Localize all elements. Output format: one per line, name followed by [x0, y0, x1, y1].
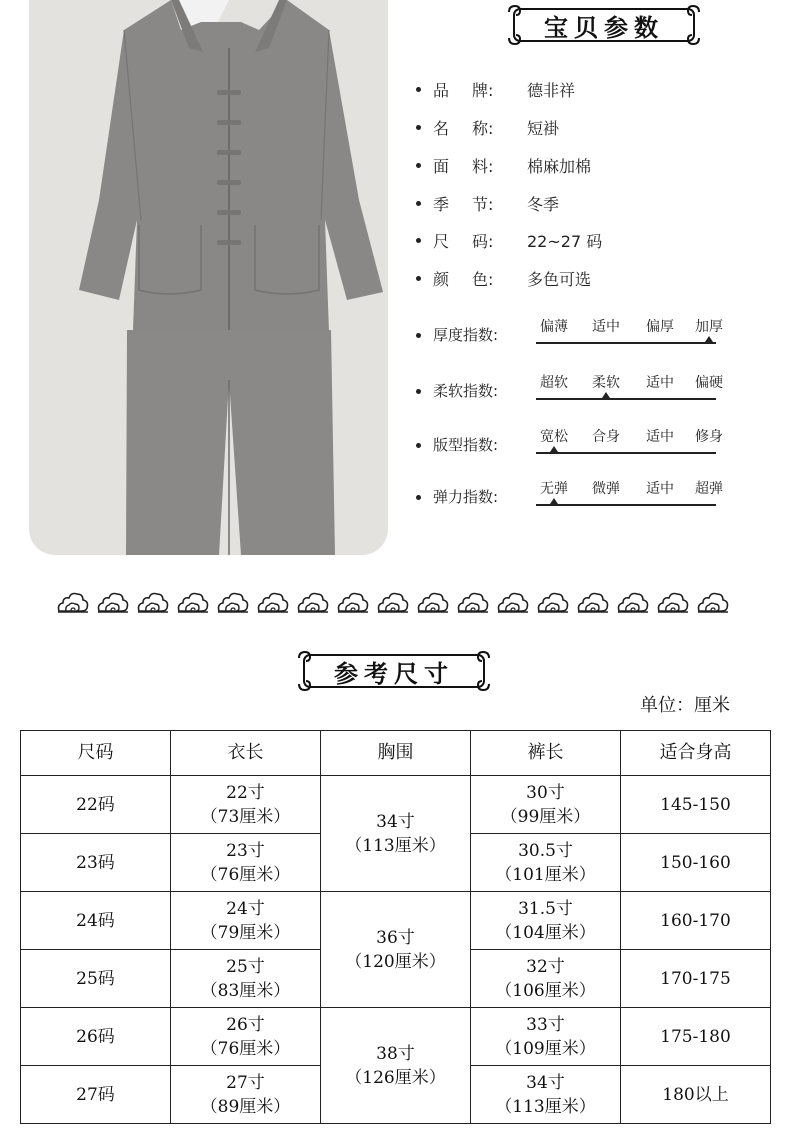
scale-marker-icon [550, 498, 558, 504]
index-label: 柔软指数: [433, 382, 499, 400]
cloud-icon [96, 589, 130, 615]
cloud-icon [376, 589, 410, 615]
unit-label: 单位：厘米 [640, 695, 730, 716]
scale-option: 微弹 [592, 481, 620, 497]
param-label: 季 节: [433, 194, 494, 214]
cloud-icon [536, 589, 570, 615]
scale-track [536, 452, 716, 454]
cloud-icon [56, 589, 90, 615]
param-label: 名 称: [433, 118, 494, 138]
param-value: 短褂 [527, 118, 560, 138]
index-label: 版型指数: [433, 436, 499, 454]
product-photo [29, 0, 388, 555]
pants-cell: 31.5寸 （104厘米） [471, 892, 621, 950]
index-thickness [416, 312, 746, 362]
param-label: 面 料: [433, 156, 494, 176]
scale-track [536, 342, 716, 344]
bullet-icon [416, 443, 421, 448]
param-label: 品 牌: [433, 80, 494, 100]
bullet-icon [416, 333, 421, 338]
index-label: 弹力指数: [433, 488, 499, 506]
size-cell: 26码 [21, 1008, 171, 1066]
length-cell: 26寸 （76厘米） [171, 1008, 321, 1066]
bullet-icon [416, 125, 421, 130]
param-value: 棉麻加棉 [527, 156, 592, 176]
length-cell: 27寸 （89厘米） [171, 1066, 321, 1124]
size-title-banner [296, 650, 492, 692]
index-scale [536, 422, 723, 472]
height-cell: 180以上 [621, 1066, 771, 1124]
table-row [21, 892, 771, 950]
cloud-icon [616, 589, 650, 615]
header-cell: 衣长 [171, 731, 321, 776]
size-cell: 25码 [21, 950, 171, 1008]
param-brand [416, 76, 575, 102]
index-label: 厚度指数: [433, 326, 499, 344]
param-season [416, 190, 559, 216]
size-table [20, 730, 771, 1124]
cloud-icon [216, 589, 250, 615]
scale-marker-icon [602, 392, 610, 398]
pants-cell: 32寸 （106厘米） [471, 950, 621, 1008]
scale-marker-icon [550, 446, 558, 452]
index-scale [536, 474, 723, 524]
size-cell: 22码 [21, 776, 171, 834]
cloud-icon [336, 589, 370, 615]
cloud-icon [176, 589, 210, 615]
table-row [21, 776, 771, 834]
index-elasticity [416, 474, 746, 524]
param-label: 尺 码: [433, 231, 494, 251]
size-title: 参考尺寸 [334, 658, 454, 688]
scale-option: 宽松 [540, 429, 568, 445]
length-cell: 25寸 （83厘米） [171, 950, 321, 1008]
pants-cell: 30.5寸 （101厘米） [471, 834, 621, 892]
scale-option: 偏薄 [540, 319, 568, 335]
length-cell: 23寸 （76厘米） [171, 834, 321, 892]
param-value: 22~27 码 [527, 231, 603, 251]
cloud-divider [56, 589, 736, 619]
scale-option: 适中 [646, 429, 674, 445]
cloud-icon [416, 589, 450, 615]
pants-cell: 33寸 （109厘米） [471, 1008, 621, 1066]
scale-option: 偏硬 [695, 375, 723, 391]
header-cell: 适合身高 [621, 731, 771, 776]
size-cell: 27码 [21, 1066, 171, 1124]
index-scale [536, 368, 723, 418]
param-color [416, 265, 591, 291]
index-fit [416, 422, 746, 472]
scale-track [536, 398, 716, 400]
param-fabric [416, 152, 591, 178]
index-softness [416, 368, 746, 418]
cloud-icon [456, 589, 490, 615]
cloud-icon [696, 589, 730, 615]
height-cell: 160-170 [621, 892, 771, 950]
bullet-icon [416, 87, 421, 92]
scale-option: 合身 [592, 429, 620, 445]
height-cell: 150-160 [621, 834, 771, 892]
bullet-icon [416, 276, 421, 281]
height-cell: 170-175 [621, 950, 771, 1008]
scale-track [536, 504, 716, 506]
chest-cell: 36寸 （120厘米） [321, 892, 471, 1008]
header-cell: 胸围 [321, 731, 471, 776]
param-label: 颜 色: [433, 269, 494, 289]
scale-option: 适中 [592, 319, 620, 335]
param-size [416, 227, 602, 253]
size-cell: 23码 [21, 834, 171, 892]
scale-marker-icon [705, 336, 713, 342]
cloud-icon [656, 589, 690, 615]
param-value: 德非祥 [527, 80, 576, 100]
height-cell: 145-150 [621, 776, 771, 834]
cloud-icon [496, 589, 530, 615]
bullet-icon [416, 389, 421, 394]
bullet-icon [416, 495, 421, 500]
header-cell: 裤长 [471, 731, 621, 776]
scale-option: 修身 [695, 429, 723, 445]
params-title: 宝贝参数 [544, 12, 664, 42]
param-name [416, 114, 559, 140]
height-cell: 175-180 [621, 1008, 771, 1066]
bullet-icon [416, 163, 421, 168]
table-header-row [21, 731, 771, 776]
table-row [21, 1008, 771, 1066]
chest-cell: 38寸 （126厘米） [321, 1008, 471, 1124]
scale-option: 无弹 [540, 481, 568, 497]
scale-option: 偏厚 [646, 319, 674, 335]
pants-cell: 34寸 （113厘米） [471, 1066, 621, 1124]
pants-cell: 30寸 （99厘米） [471, 776, 621, 834]
size-cell: 24码 [21, 892, 171, 950]
scale-option: 适中 [646, 481, 674, 497]
index-scale [536, 312, 723, 362]
scale-option: 加厚 [695, 319, 723, 335]
cloud-icon [256, 589, 290, 615]
scale-option: 超弹 [695, 481, 723, 497]
scale-option: 适中 [646, 375, 674, 391]
param-value: 冬季 [527, 194, 560, 214]
bullet-icon [416, 238, 421, 243]
cloud-icon [576, 589, 610, 615]
length-cell: 24寸 （79厘米） [171, 892, 321, 950]
cloud-icon [136, 589, 170, 615]
length-cell: 22寸 （73厘米） [171, 776, 321, 834]
chest-cell: 34寸 （113厘米） [321, 776, 471, 892]
param-value: 多色可选 [527, 269, 592, 289]
bullet-icon [416, 201, 421, 206]
cloud-icon [296, 589, 330, 615]
scale-option: 超软 [540, 375, 568, 391]
header-cell: 尺码 [21, 731, 171, 776]
scale-option: 柔软 [592, 375, 620, 391]
params-title-banner [506, 4, 702, 46]
